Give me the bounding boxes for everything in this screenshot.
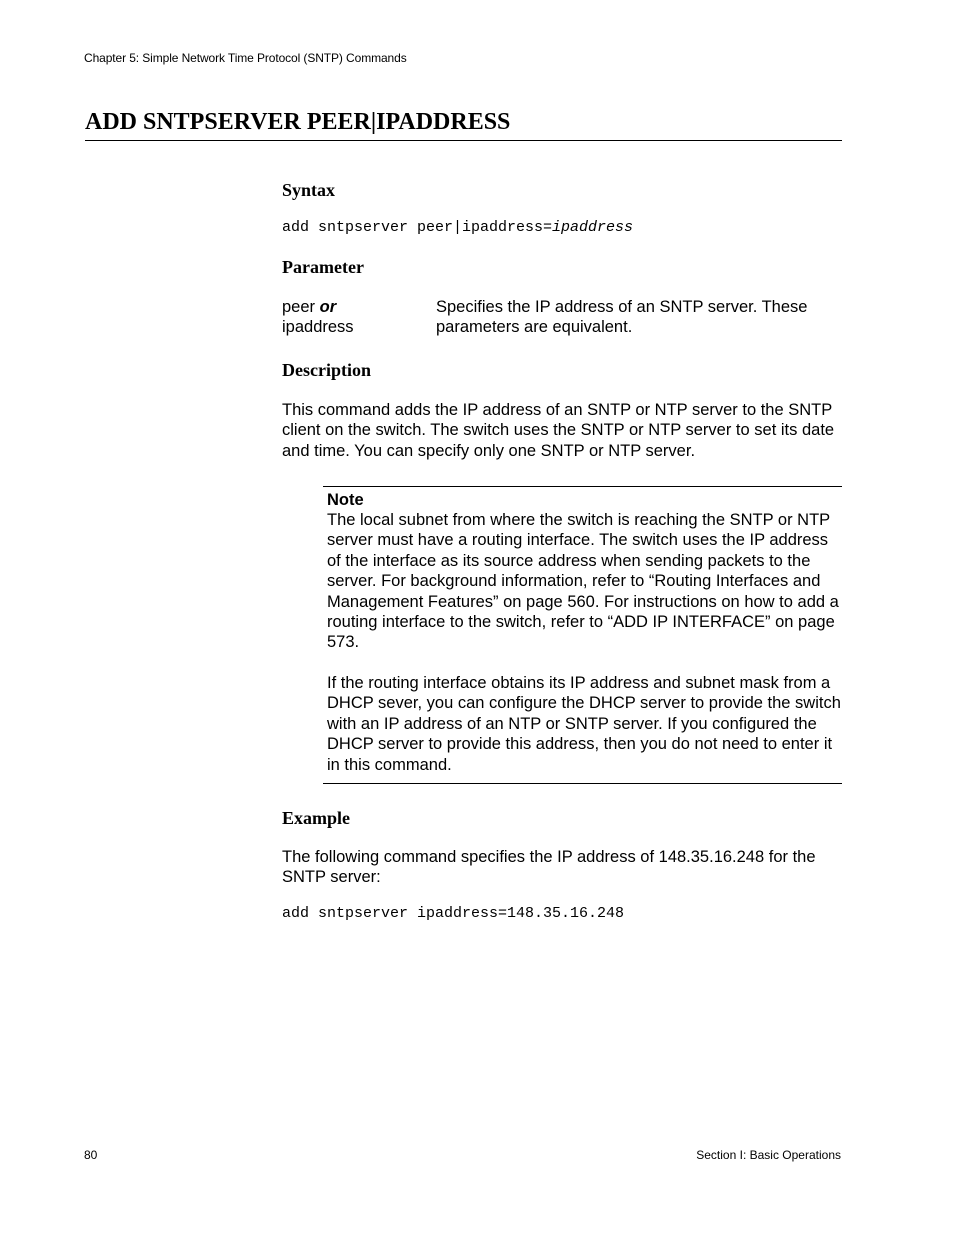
note-paragraph-2: If the routing interface obtains its IP address and subnet mask from a DHCP sever, you can configure the DHCP server to provide the switch with an IP address of an NTP or SNTP server. If you configured the DHCP server to provide this address, then you do not need to enter it in this command. — [327, 674, 841, 774]
parameter-name-or: or — [319, 298, 337, 316]
parameter-heading: Parameter — [282, 257, 364, 277]
example-heading: Example — [282, 808, 351, 828]
note-box — [323, 486, 842, 784]
syntax-heading: Syntax — [282, 180, 336, 200]
note-label: Note — [327, 491, 364, 509]
example-command: add sntpserver ipaddress=148.35.16.248 — [282, 905, 625, 922]
note-paragraph-1: The local subnet from where the switch is reaching the SNTP or NTP server must have a routing interface. The switch uses the IP address of the interface as its source address when sending packets to the server. For background information, refer to “Routing Interfaces and Management Features” on page 560. For instructions on how to add a routing interface to the switch, refer to “ADD IP INTERFACE” on page 573. — [327, 511, 839, 652]
footer-section: Section I: Basic Operations — [696, 1148, 841, 1162]
page-title: ADD SNTPSERVER PEER|IPADDRESS — [85, 109, 511, 135]
description-text: This command adds the IP address of an SNTP or NTP server to the SNTP client on the switch. The switch uses the SNTP or NTP server to set its date and time. You can specify only one SNTP or NTP server. — [282, 401, 835, 460]
running-head: Chapter 5: Simple Network Time Protocol (SNTP) Commands — [84, 51, 407, 65]
title-rule — [85, 140, 842, 141]
example-text: The following command specifies the IP address of 148.35.16.248 for the SNTP server: — [282, 848, 816, 887]
syntax-argument: ipaddress — [552, 219, 634, 236]
page-number: 80 — [84, 1148, 98, 1162]
parameter-name-part1: peer — [282, 298, 316, 316]
syntax-command-text: add sntpserver peer|ipaddress= — [282, 219, 553, 236]
description-heading: Description — [282, 360, 371, 380]
syntax-command — [282, 218, 633, 238]
parameter-description: Specifies the IP address of an SNTP server. These parameters are equivalent. — [436, 298, 808, 337]
parameter-name — [282, 297, 422, 338]
parameter-name-part2: ipaddress — [282, 318, 354, 337]
